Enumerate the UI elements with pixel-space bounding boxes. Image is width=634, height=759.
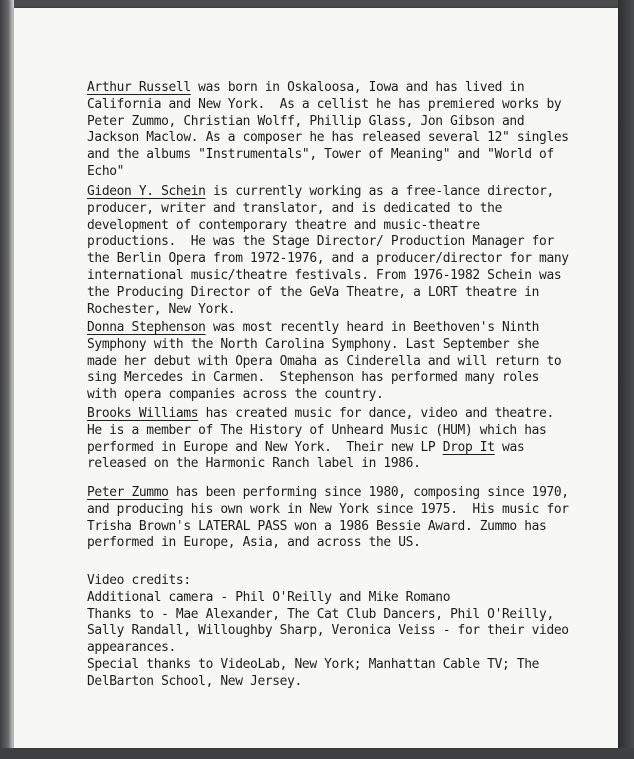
album-title: Drop It xyxy=(442,439,495,455)
credits-lines: Additional camera - Phil O'Reilly and Mike Romano Thanks to - Mae Alexander, The Cat Club Dancers, Phil O'Reilly, Sally Randall, Willoughby Sharp, Veronica Veiss - for their video appearances. Special thanks to VideoLab, New York; Manhattan Cable TV; The DelBarton School, New Jersey. xyxy=(87,589,569,689)
bio-text: was most recently heard in Beethoven's Ninth Symphony with the North Carolina Symphony. Last September she made her debut with Opera Omaha as Cinderella and will return to sing Mercedes in Carmen. Stephenson has performed many roles with opera companies across the country. xyxy=(87,320,562,403)
bio-donna-stephenson xyxy=(87,320,597,404)
bio-text: was released on the Harmonic Ranch label in 1986. xyxy=(87,439,525,472)
bio-name: Donna Stephenson xyxy=(87,320,206,335)
bio-brooks-williams xyxy=(87,406,597,473)
bio-name: Brooks Williams xyxy=(87,406,199,421)
bio-text: has created music for dance, video and theatre. He is a member of The History of Unheard Music (HUM) which has performed in Europe and New York. Their new LP xyxy=(87,406,554,455)
bio-text: has been performing since 1980, composing since 1970, and producing his own work in New York since 1975. His music for Trisha Brown's LATERAL PASS won a 1986 Bessie Award. Zummo has performed in Europe, Asia, and across the US. xyxy=(87,485,569,551)
bio-name: Arthur Russell xyxy=(87,80,191,95)
bio-arthur-russell xyxy=(87,80,597,181)
bio-name: Peter Zummo xyxy=(87,485,169,500)
page-bottom-shadow xyxy=(0,748,634,759)
bio-text: is currently working as a free-lance director, producer, writer and translator, and is dedicated to the development of contemporary theatre and music-theatre productions. He was the Stage Director/ Production Manager for the Berlin Opera from 1972-1976, and a producer/director for many international music/theatre festivals. From 1976-1982 Schein was the Producing Director of the GeVa Theatre, a LORT theatre in Rochester, New York. xyxy=(87,184,569,317)
bio-name: Gideon Y. Schein xyxy=(87,184,206,199)
video-credits xyxy=(87,573,597,691)
bio-peter-zummo xyxy=(87,485,597,552)
page-right-shadow xyxy=(618,0,634,759)
page-binding-edge xyxy=(0,0,14,759)
bio-text: was born in Oskaloosa, Iowa and has lived in California and New York. As a cellist he has premiered works by Peter Zummo, Christian Wolff, Phillip Glass, Jon Gibson and Jackson Maclow. As a composer he has released several 12" singles and the albums "Instrumentals", Tower of Meaning" and "World of Echo" xyxy=(87,80,569,179)
bio-gideon-schein xyxy=(87,184,597,318)
credits-heading: Video credits: xyxy=(87,573,191,588)
